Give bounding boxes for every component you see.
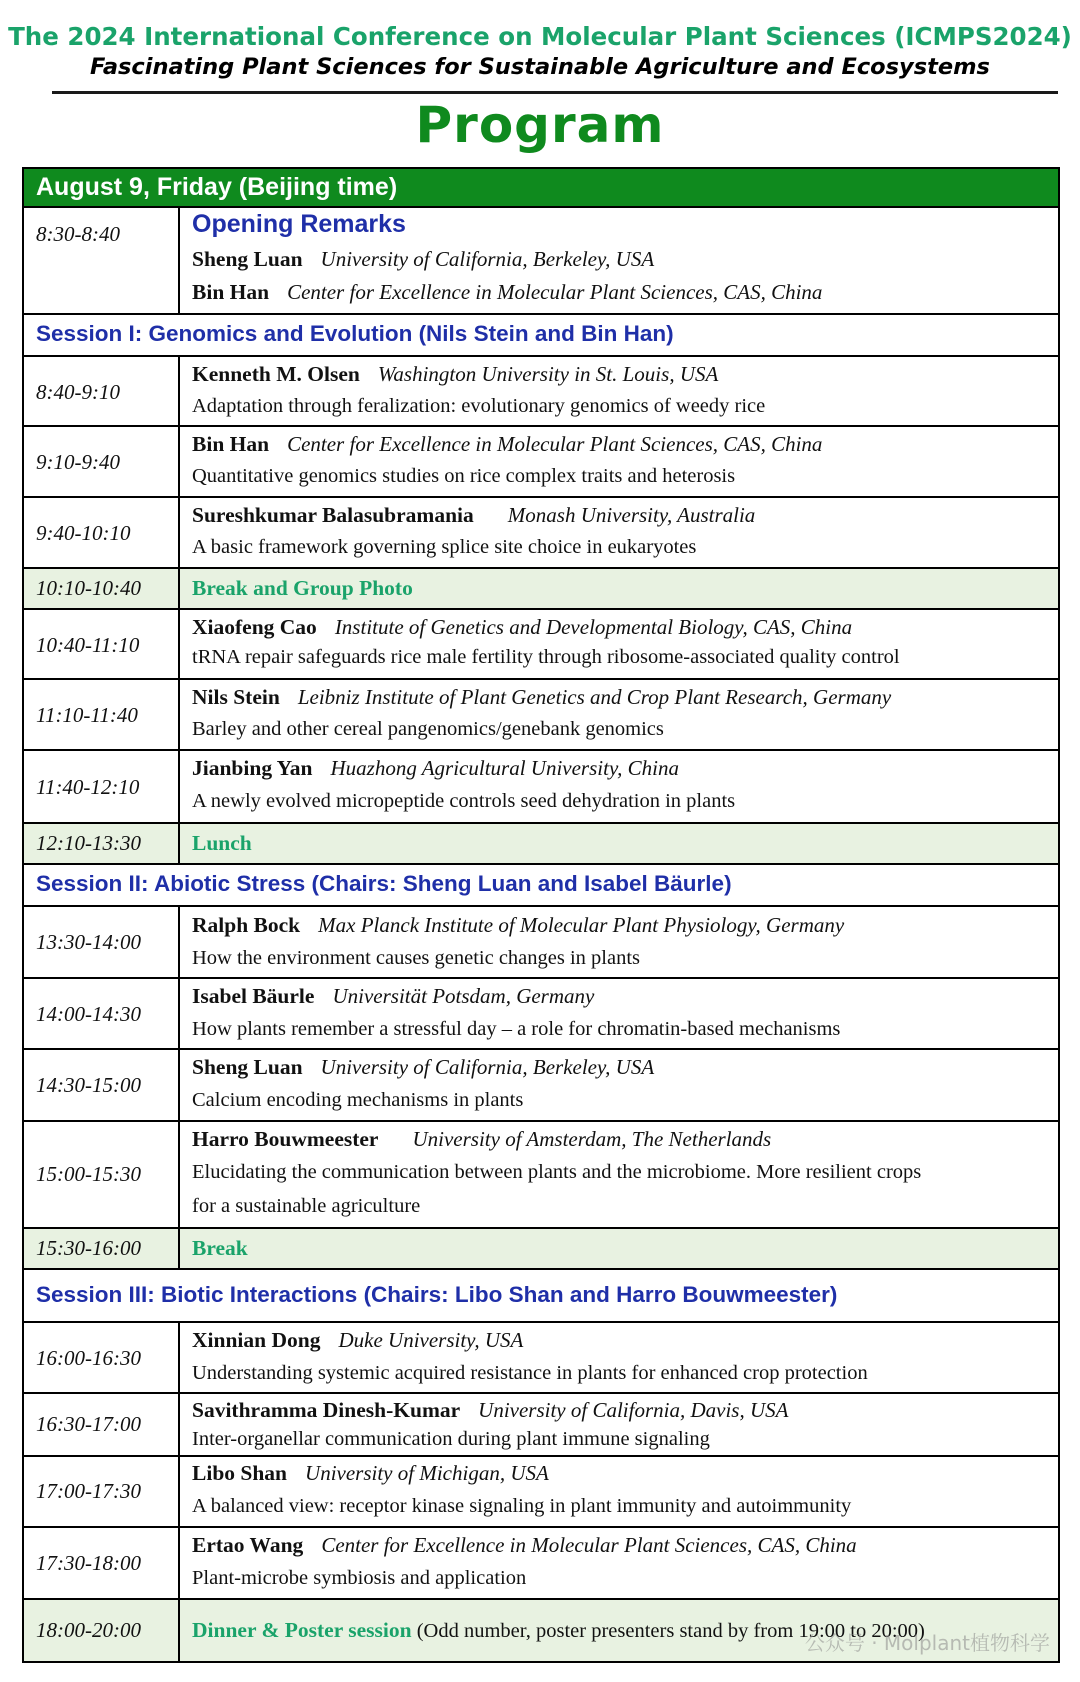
- time-cell: [24, 1600, 180, 1661]
- time-label: 12:10-13:30: [36, 831, 141, 855]
- content-cell: [180, 824, 1058, 863]
- talk-title: Plant-microbe symbiosis and application: [192, 1567, 527, 1589]
- speaker-affiliation: University of California, Berkeley, USA: [320, 247, 655, 271]
- program-heading: Program: [415, 96, 665, 154]
- speaker-line: [192, 247, 654, 272]
- session-header: [24, 863, 1058, 905]
- time-cell: [24, 979, 180, 1048]
- talk-title: Understanding systemic acquired resistance in plants for enhanced crop protection: [192, 1362, 868, 1384]
- speaker-affiliation: Duke University, USA: [338, 1328, 524, 1352]
- time-cell: [24, 610, 180, 678]
- speaker-name: Harro Bouwmeester: [192, 1127, 379, 1151]
- speaker-affiliation: University of Michigan, USA: [305, 1461, 549, 1485]
- time-label: 14:30-15:00: [36, 1073, 141, 1097]
- speaker-line: [192, 1328, 523, 1353]
- speaker-name: Kenneth M. Olsen: [192, 362, 360, 386]
- time-label: 10:40-11:10: [36, 633, 140, 657]
- session-header: [24, 1268, 1058, 1321]
- talk-title: How plants remember a stressful day – a role for chromatin-based mechanisms: [192, 1018, 841, 1040]
- day-header: [24, 169, 1058, 206]
- speaker-line: [192, 913, 844, 938]
- time-label: 9:10-9:40: [36, 450, 120, 474]
- speaker-name: Sureshkumar Balasubramania: [192, 503, 474, 527]
- time-label: 8:40-9:10: [36, 380, 120, 404]
- break-note: (Odd number, poster presenters stand by from 19:00 to 20:00): [411, 1620, 925, 1642]
- time-cell: [24, 907, 180, 977]
- content-cell: [180, 1229, 1058, 1268]
- speaker-line: [192, 432, 822, 457]
- table-row: [24, 977, 1058, 1048]
- talk-title: A balanced view: receptor kinase signaling in plant immunity and autoimmunity: [192, 1495, 852, 1517]
- speaker-line: [192, 615, 852, 640]
- time-cell: [24, 680, 180, 749]
- speaker-line: [192, 1398, 788, 1423]
- break-label: Break and Group Photo: [192, 576, 413, 600]
- content-cell: [180, 498, 1058, 567]
- break-label: Lunch: [192, 831, 252, 855]
- time-label: 17:00-17:30: [36, 1479, 141, 1503]
- speaker-affiliation: Center for Excellence in Molecular Plant Sciences, CAS, China: [287, 432, 823, 456]
- speaker-name: Bin Han: [192, 432, 270, 456]
- speaker-line: [192, 1127, 771, 1152]
- talk-title: Inter-organellar communication during plant immune signaling: [192, 1428, 710, 1450]
- speaker-affiliation: Center for Excellence in Molecular Plant Sciences, CAS, China: [321, 1533, 857, 1557]
- talk-title: tRNA repair safeguards rice male fertility through ribosome-associated quality control: [192, 646, 900, 668]
- time-label: 11:40-12:10: [36, 775, 140, 799]
- speaker-name: Xiaofeng Cao: [192, 615, 317, 639]
- speaker-affiliation: Max Planck Institute of Molecular Plant Physiology, Germany: [318, 913, 845, 937]
- speaker-affiliation: Universität Potsdam, Germany: [332, 984, 595, 1008]
- time-label: 9:40-10:10: [36, 521, 131, 545]
- speaker-line: [192, 280, 822, 305]
- session-label: Session III: Biotic Interactions (Chairs: Libo Shan and Harro Bouwmeester): [36, 1282, 838, 1307]
- speaker-line: [192, 1533, 857, 1558]
- break-row: [24, 1227, 1058, 1268]
- opening-remarks-title: Opening Remarks: [192, 210, 406, 238]
- speaker-name: Nils Stein: [192, 685, 280, 709]
- speaker-line: [192, 685, 891, 710]
- content-cell: [180, 1323, 1058, 1392]
- table-row: [24, 1526, 1058, 1598]
- content-cell: [180, 907, 1058, 977]
- speaker-line: [192, 1055, 654, 1080]
- conference-title: The 2024 International Conference on Molecular Plant Sciences (ICMPS2024): [8, 22, 1072, 51]
- talk-title: A basic framework governing splice site choice in eukaryotes: [192, 536, 697, 558]
- speaker-name: Libo Shan: [192, 1461, 288, 1485]
- table-row: [24, 496, 1058, 567]
- content-cell: [180, 1457, 1058, 1526]
- time-label: 15:00-15:30: [36, 1162, 141, 1186]
- talk-title: A newly evolved micropeptide controls seed dehydration in plants: [192, 790, 736, 812]
- time-cell: [24, 1323, 180, 1392]
- speaker-name: Xinnian Dong: [192, 1328, 321, 1352]
- content-cell: [180, 610, 1058, 678]
- talk-title: Quantitative genomics studies on rice complex traits and heterosis: [192, 465, 736, 487]
- table-row: [24, 206, 1058, 313]
- speaker-name: Sheng Luan: [192, 1055, 303, 1079]
- table-row: [24, 678, 1058, 749]
- time-cell: [24, 208, 180, 313]
- time-cell: [24, 1122, 180, 1227]
- break-label-text: Dinner & Poster session: [192, 1618, 412, 1642]
- time-label: 14:00-14:30: [36, 1002, 141, 1026]
- table-row: [24, 1048, 1058, 1120]
- break-row: [24, 567, 1058, 608]
- talk-title: How the environment causes genetic changes in plants: [192, 947, 641, 969]
- time-label: 10:10-10:40: [36, 576, 141, 600]
- break-row: [24, 822, 1058, 863]
- talk-title: Barley and other cereal pangenomics/genebank genomics: [192, 718, 664, 740]
- time-label: 16:30-17:00: [36, 1412, 141, 1436]
- time-cell: [24, 498, 180, 567]
- content-cell: [180, 1528, 1058, 1598]
- speaker-name: Ralph Bock: [192, 913, 301, 937]
- table-row: [24, 1392, 1058, 1455]
- time-label: 16:00-16:30: [36, 1346, 141, 1370]
- speaker-affiliation: Washington University in St. Louis, USA: [377, 362, 719, 386]
- table-row: [24, 905, 1058, 977]
- speaker-line: [192, 503, 755, 528]
- content-cell: [180, 357, 1058, 425]
- speaker-affiliation: University of California, Davis, USA: [478, 1398, 789, 1422]
- talk-title: Elucidating the communication between plants and the microbiome. More resilient crops: [192, 1161, 922, 1183]
- content-cell: [180, 1394, 1058, 1455]
- talk-title: Adaptation through feralization: evolutionary genomics of weedy rice: [192, 395, 766, 417]
- time-label: 11:10-11:40: [36, 703, 138, 727]
- time-label: 8:30-8:40: [36, 222, 120, 246]
- speaker-affiliation: Center for Excellence in Molecular Plant Sciences, CAS, China: [287, 280, 823, 304]
- speaker-name: Sheng Luan: [192, 247, 303, 271]
- time-label: 17:30-18:00: [36, 1551, 141, 1575]
- time-cell: [24, 569, 180, 608]
- session-label: Session II: Abiotic Stress (Chairs: Sheng Luan and Isabel Bäurle): [36, 871, 732, 896]
- time-cell: [24, 1457, 180, 1526]
- conference-subtitle: Fascinating Plant Sciences for Sustainable Agriculture and Ecosystems: [90, 54, 990, 80]
- time-cell: [24, 1528, 180, 1598]
- session-header: [24, 313, 1058, 355]
- speaker-affiliation: Institute of Genetics and Developmental Biology, CAS, China: [334, 615, 853, 639]
- content-cell: [180, 680, 1058, 749]
- speaker-affiliation: Leibniz Institute of Plant Genetics and Crop Plant Research, Germany: [297, 685, 892, 709]
- content-cell: [180, 427, 1058, 496]
- speaker-line: [192, 362, 718, 387]
- content-cell: [180, 979, 1058, 1048]
- table-row: [24, 1120, 1058, 1227]
- table-row: [24, 1321, 1058, 1392]
- time-cell: [24, 1394, 180, 1455]
- speaker-line: [192, 984, 594, 1009]
- table-row: [24, 608, 1058, 678]
- content-cell: [180, 1050, 1058, 1120]
- speaker-name: Savithramma Dinesh-Kumar: [192, 1398, 461, 1422]
- time-cell: [24, 824, 180, 863]
- time-label: 18:00-20:00: [36, 1618, 141, 1642]
- session-label: Session I: Genomics and Evolution (Nils Stein and Bin Han): [36, 321, 674, 346]
- time-label: 13:30-14:00: [36, 930, 141, 954]
- table-row: [24, 355, 1058, 425]
- content-cell: [180, 569, 1058, 608]
- schedule-table: [22, 167, 1060, 1663]
- speaker-name: Isabel Bäurle: [192, 984, 315, 1008]
- table-row: [24, 425, 1058, 496]
- header-divider: [52, 91, 1058, 94]
- speaker-name: Bin Han: [192, 280, 270, 304]
- content-cell: [180, 208, 1058, 313]
- talk-title: Calcium encoding mechanisms in plants: [192, 1089, 524, 1111]
- time-label: 15:30-16:00: [36, 1236, 141, 1260]
- table-row: [24, 1455, 1058, 1526]
- speaker-affiliation: Monash University, Australia: [507, 503, 756, 527]
- speaker-affiliation: Huazhong Agricultural University, China: [330, 756, 679, 780]
- watermark: 公众号 · Molplant植物科学: [804, 1631, 1050, 1655]
- speaker-name: Ertao Wang: [192, 1533, 304, 1557]
- speaker-line: [192, 1461, 549, 1486]
- speaker-line: [192, 756, 679, 781]
- time-cell: [24, 751, 180, 822]
- speaker-affiliation: University of Amsterdam, The Netherlands: [412, 1127, 772, 1151]
- content-cell: [180, 751, 1058, 822]
- content-cell: [180, 1122, 1058, 1227]
- talk-title-continued: for a sustainable agriculture: [192, 1195, 421, 1217]
- day-label: August 9, Friday (Beijing time): [36, 173, 398, 201]
- speaker-name: Jianbing Yan: [192, 756, 313, 780]
- table-row: [24, 749, 1058, 822]
- time-cell: [24, 1050, 180, 1120]
- speaker-affiliation: University of California, Berkeley, USA: [320, 1055, 655, 1079]
- break-label: Break: [192, 1236, 248, 1260]
- time-cell: [24, 427, 180, 496]
- time-cell: [24, 357, 180, 425]
- time-cell: [24, 1229, 180, 1268]
